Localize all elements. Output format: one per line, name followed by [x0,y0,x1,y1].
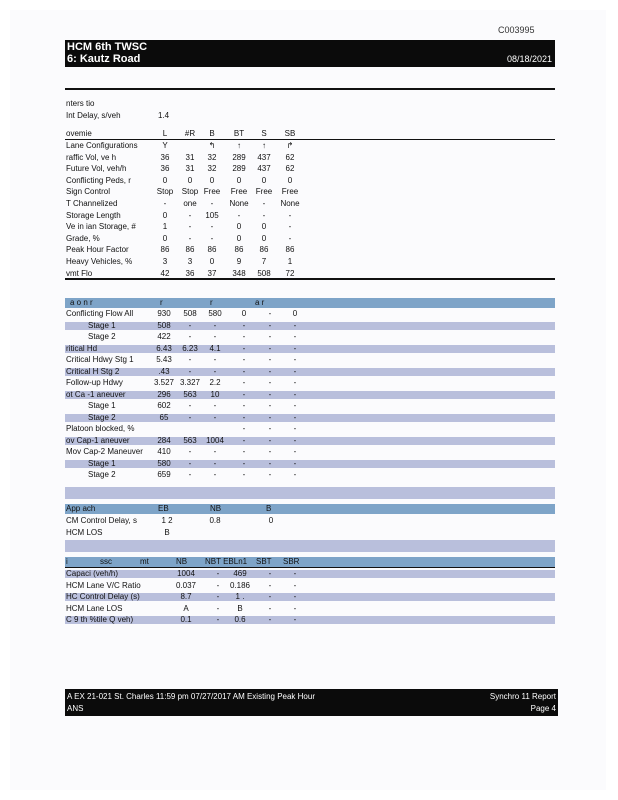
major-cell: 65 [159,412,169,422]
movement-cell: 62 [285,152,295,162]
major-cell: - [268,320,272,330]
major-cell: - [213,401,217,410]
row-stripe [65,368,555,376]
major-cell: - [268,389,272,399]
major-row-label: Stage 2 [88,332,116,341]
movement-col-header: B [209,129,215,138]
movement-cell: Stop [156,187,174,197]
row-stripe [65,570,555,578]
major-cell: - [242,320,246,330]
footer-initials: ANS [67,704,84,713]
movement-cell: 508 [257,268,271,278]
major-cell: 580 [157,458,171,468]
major-cell: - [188,332,192,341]
major-cell: - [213,458,217,468]
movement-row-label: T Channelized [66,199,118,208]
major-cell: 508 [157,320,171,330]
major-cell: 296 [157,389,171,399]
major-cell: 930 [157,309,171,318]
movement-cell: 0 [162,210,168,220]
major-row-label: ov Cap-1 aneuver [66,435,130,445]
major-cell: - [293,412,297,422]
approach-row-label: HCM LOS [66,528,103,537]
lane-cell: - [293,592,297,601]
movement-cell: 348 [232,268,246,278]
lane-cell: 0.1 [180,615,192,624]
major-row-label: Platoon blocked, % [66,424,135,433]
movement-cell: 0 [236,233,242,243]
movement-cell: 0 [162,233,168,243]
lane-cell: 0.6 [234,615,246,624]
report-title: HCM 6th TWSC [67,41,148,53]
major-cell: - [242,355,246,364]
major-cell: - [268,424,272,433]
major-cell: - [242,470,246,479]
movement-cell: - [188,222,192,232]
movement-cell: 0 [187,175,193,185]
major-row-label: Conflicting Flow All [66,309,134,318]
movement-row-label: Sign Control [66,187,111,197]
movement-cell: 1 [162,222,168,232]
lane-header-label: ssc [100,557,112,566]
report-subtitle: 6: Kautz Road [67,53,141,65]
footer-report-name: Synchro 11 Report [489,692,556,701]
movement-cell: 86 [234,245,244,255]
major-row-label: Critical Hdwy Stg 1 [66,355,134,364]
major-cell: 563 [183,435,197,445]
movement-row-label: Conflicting Peds, r [66,175,131,185]
major-cell: 2.2 [209,378,221,387]
movement-cell: 32 [207,152,217,162]
row-stripe [65,540,555,552]
row-stripe [65,322,555,330]
movement-cell: - [237,210,241,220]
movement-cell: Stop [181,187,199,197]
major-cell: .43 [158,366,170,376]
lane-cell: - [293,615,297,624]
int-delay-value: 1.4 [158,111,170,120]
section-divider [65,278,555,280]
major-cell: - [242,378,246,387]
major-cell: - [268,435,272,445]
major-cell: - [213,355,217,364]
major-cell: - [293,424,297,433]
lane-cell: - [268,603,272,613]
major-row-label: Stage 1 [88,458,116,468]
major-header-label: a r [255,298,265,307]
approach-header-label: EB [158,504,169,513]
movement-row-label: Peak Hour Factor [66,245,129,255]
major-cell: - [242,447,246,456]
major-cell: - [268,470,272,479]
row-stripe [65,460,555,468]
movement-row-label: Ve in ian Storage, # [66,222,136,232]
movement-cell: - [288,210,292,220]
movement-cell: 37 [207,268,217,278]
major-cell: 6.23 [182,343,198,353]
major-header-label: r [160,298,163,307]
major-cell: - [268,309,272,318]
movement-col-header: SB [284,129,296,138]
movement-cell: - [262,210,266,220]
movement-cell: Free [255,187,273,197]
major-cell: - [188,355,192,364]
movement-cell: - [262,199,266,208]
lane-cell: A [183,603,189,613]
major-cell: - [268,332,272,341]
major-cell: - [242,435,246,445]
movement-row-label: Future Vol, veh/h [66,164,127,174]
lane-cell: - [268,580,272,590]
major-cell: 5.43 [156,355,172,364]
row-stripe [65,345,555,353]
lane-row-label: HC Control Delay (s) [66,592,140,601]
major-cell: - [242,412,246,422]
intersection-heading: nters tio [66,99,95,108]
movement-cell: 86 [259,245,269,255]
movement-col-header: L [162,129,168,138]
major-row-label: ot Ca -1 aneuver [66,389,126,399]
lane-cell: 8.7 [180,592,192,601]
movement-cell: 36 [160,152,170,162]
movement-cell: 86 [207,245,217,255]
movement-cell: 437 [257,164,271,174]
movement-cell: 0 [209,175,215,185]
movement-row-label: raffic Vol, ve h [66,152,117,162]
movement-cell: None [229,199,249,208]
major-cell: - [293,435,297,445]
row-stripe [65,616,555,624]
movement-heading: ovemie [66,129,92,138]
major-cell: 284 [157,435,171,445]
major-row-label: Critical H Stg 2 [66,366,120,376]
movement-cell: - [288,222,292,232]
movement-cell: - [188,233,192,243]
movement-cell: 3 [162,257,168,266]
major-row-label: Stage 2 [88,470,116,479]
major-cell: 4.1 [209,343,221,353]
major-cell: - [188,458,192,468]
major-cell: - [293,389,297,399]
major-cell: - [188,470,192,479]
movement-col-header: #R [184,129,196,138]
movement-cell: Y [162,141,168,150]
lane-header-label: NB [176,557,188,566]
movement-cell: 31 [185,152,195,162]
major-cell: - [293,332,297,341]
movement-row-label: Heavy Vehicles, % [66,257,133,266]
int-delay-label: Int Delay, s/veh [66,111,121,120]
movement-cell: 289 [232,164,246,174]
major-cell: - [293,401,297,410]
lane-row-label: HCM Lane V/C Ratio [66,580,141,590]
movement-col-header: BT [233,129,245,138]
major-cell: - [268,401,272,410]
lane-cell: - [268,569,272,578]
report-date: 08/18/2021 [506,54,552,64]
lane-header-label: NBT EBLn1 [205,557,248,566]
movement-cell: 36 [185,268,195,278]
major-cell: - [213,320,217,330]
document-page [10,10,606,790]
approach-cell: 0 [268,516,274,525]
major-cell: - [293,470,297,479]
major-cell: - [188,320,192,330]
movement-cell: 42 [160,268,170,278]
major-cell: - [293,458,297,468]
movement-cell: 0 [162,175,168,185]
movement-cell: - [210,233,214,243]
major-cell: 10 [210,389,220,399]
major-cell: - [293,355,297,364]
major-cell: 6.43 [156,343,172,353]
major-cell: 422 [157,332,171,341]
movement-cell: - [288,233,292,243]
lane-underline [65,567,555,568]
major-cell: - [242,401,246,410]
approach-header-label: B [266,504,272,513]
movement-cell: 31 [185,164,195,174]
lane-cell: - [293,569,297,578]
movement-cell: 0 [236,222,242,232]
movement-cell: ↑ [262,141,266,150]
row-stripe [65,437,555,445]
approach-header-label: NB [210,504,222,513]
major-cell: - [268,355,272,364]
lane-header-label: i [66,557,68,566]
approach-cell: B [164,528,170,537]
movement-cell: ↰ [208,141,216,150]
report-footer [65,689,558,716]
lane-cell: - [216,580,220,590]
movement-cell: - [210,222,214,232]
lane-cell: - [293,580,297,590]
lane-cell: 0.186 [229,580,251,590]
movement-cell: 7 [261,257,267,266]
major-cell: - [268,366,272,376]
major-cell: 659 [157,470,171,479]
major-cell: - [293,378,297,387]
major-cell: - [213,332,217,341]
lane-cell: - [216,615,220,624]
document-id: C003995 [498,25,535,35]
major-cell: - [293,366,297,376]
movement-row-label: vmt Flo [66,268,93,278]
movement-cell: ↱ [286,141,294,150]
major-cell: - [188,401,192,410]
lane-cell: 0.037 [175,580,197,590]
approach-header-label: App ach [66,504,96,513]
movement-cell: - [188,210,192,220]
approach-cell: 1 2 [161,516,173,525]
lane-cell: 1004 [177,569,195,578]
footer-project: A EX 21-021 St. Charles 11:59 pm 07/27/2017 AM Existing Peak Hour [67,692,315,701]
movement-cell: 32 [207,164,217,174]
movement-cell: one [183,199,197,208]
lane-cell: - [216,569,220,578]
major-row-label: ritical Hd [66,343,98,353]
major-minor-header [65,298,555,308]
major-cell: 563 [183,389,197,399]
major-cell: 602 [157,401,171,410]
movement-cell: 3 [187,257,193,266]
lane-header [65,557,555,567]
lane-cell: 1 . [235,592,245,601]
lane-row-label: HCM Lane LOS [66,603,123,613]
major-header-label: a o n r [70,298,93,307]
lane-cell: - [293,603,297,613]
movement-row-label: Grade, % [66,233,100,243]
lane-header-label: SBR [283,557,300,566]
lane-cell: 469 [233,569,247,578]
major-cell: 3.327 [179,378,201,387]
lane-cell: B [237,603,243,613]
major-cell: - [242,366,246,376]
major-cell: 3.527 [153,378,175,387]
movement-cell: 437 [257,152,271,162]
major-row-label: Stage 1 [88,320,116,330]
movement-cell: None [280,199,300,208]
major-row-label: Stage 2 [88,412,116,422]
major-header-label: r [210,298,213,307]
movement-col-header: S [261,129,267,138]
major-cell: - [242,343,246,353]
lane-cell: - [268,615,272,624]
major-cell: - [213,366,217,376]
lane-cell: - [268,592,272,601]
major-cell: - [213,470,217,479]
movement-cell: 86 [285,245,295,255]
major-row-label: Stage 1 [88,401,116,410]
major-cell: - [242,332,246,341]
movement-cell: - [210,199,214,208]
movement-cell: 36 [160,164,170,174]
major-cell: - [268,458,272,468]
movement-cell: 9 [236,257,242,266]
section-divider [65,88,555,90]
major-row-label: Follow-up Hdwy [66,378,123,387]
lane-row-label: Capaci (veh/h) [66,569,119,578]
lane-cell: - [216,603,220,613]
approach-cell: 0.8 [209,516,221,525]
major-cell: - [242,458,246,468]
movement-cell: Free [281,187,299,197]
major-cell: 0 [292,309,298,318]
movement-cell: 0 [287,175,293,185]
movement-cell: 0 [209,257,215,266]
movement-cell: 0 [236,175,242,185]
major-cell: - [268,412,272,422]
major-cell: 1004 [206,435,224,445]
major-cell: 0 [241,309,247,318]
movement-row-label: Lane Configurations [66,141,138,150]
movement-cell: 62 [285,164,295,174]
movement-cell: Free [203,187,221,197]
footer-page-number: Page 4 [530,704,556,713]
major-cell: - [213,412,217,422]
movement-cell: - [163,199,167,208]
major-cell: - [188,412,192,422]
movement-cell: 105 [205,210,219,220]
major-cell: 410 [157,447,171,456]
major-cell: 508 [183,309,197,318]
lane-cell: - [216,592,220,601]
approach-row-label: CM Control Delay, s [66,516,137,525]
movement-underline [65,139,555,140]
major-cell: - [268,447,272,456]
major-row-label: Mov Cap-2 Maneuver [66,447,143,456]
major-cell: 580 [208,309,222,318]
major-cell: - [293,447,297,456]
movement-cell: 72 [285,268,295,278]
major-cell: - [242,389,246,399]
movement-cell: 86 [160,245,170,255]
major-cell: - [293,343,297,353]
major-cell: - [242,424,246,433]
major-cell: - [188,366,192,376]
row-stripe [65,414,555,422]
approach-header [65,504,555,514]
row-stripe [65,391,555,399]
major-cell: - [293,320,297,330]
row-stripe [65,487,555,499]
lane-row-label: C 9 th %tile Q veh) [66,615,134,624]
movement-cell: Free [230,187,248,197]
lane-header-label: mt [140,557,149,566]
major-cell: - [268,343,272,353]
major-cell: - [188,447,192,456]
movement-row-label: Storage Length [66,210,121,220]
movement-cell: ↑ [237,141,241,150]
movement-cell: 0 [261,175,267,185]
report-header [65,40,555,67]
lane-header-label: SBT [256,557,272,566]
movement-cell: 289 [232,152,246,162]
movement-cell: 86 [185,245,195,255]
movement-cell: 0 [261,233,267,243]
major-cell: - [213,447,217,456]
movement-cell: 1 [287,257,293,266]
movement-cell: 0 [261,222,267,232]
major-cell: - [268,378,272,387]
